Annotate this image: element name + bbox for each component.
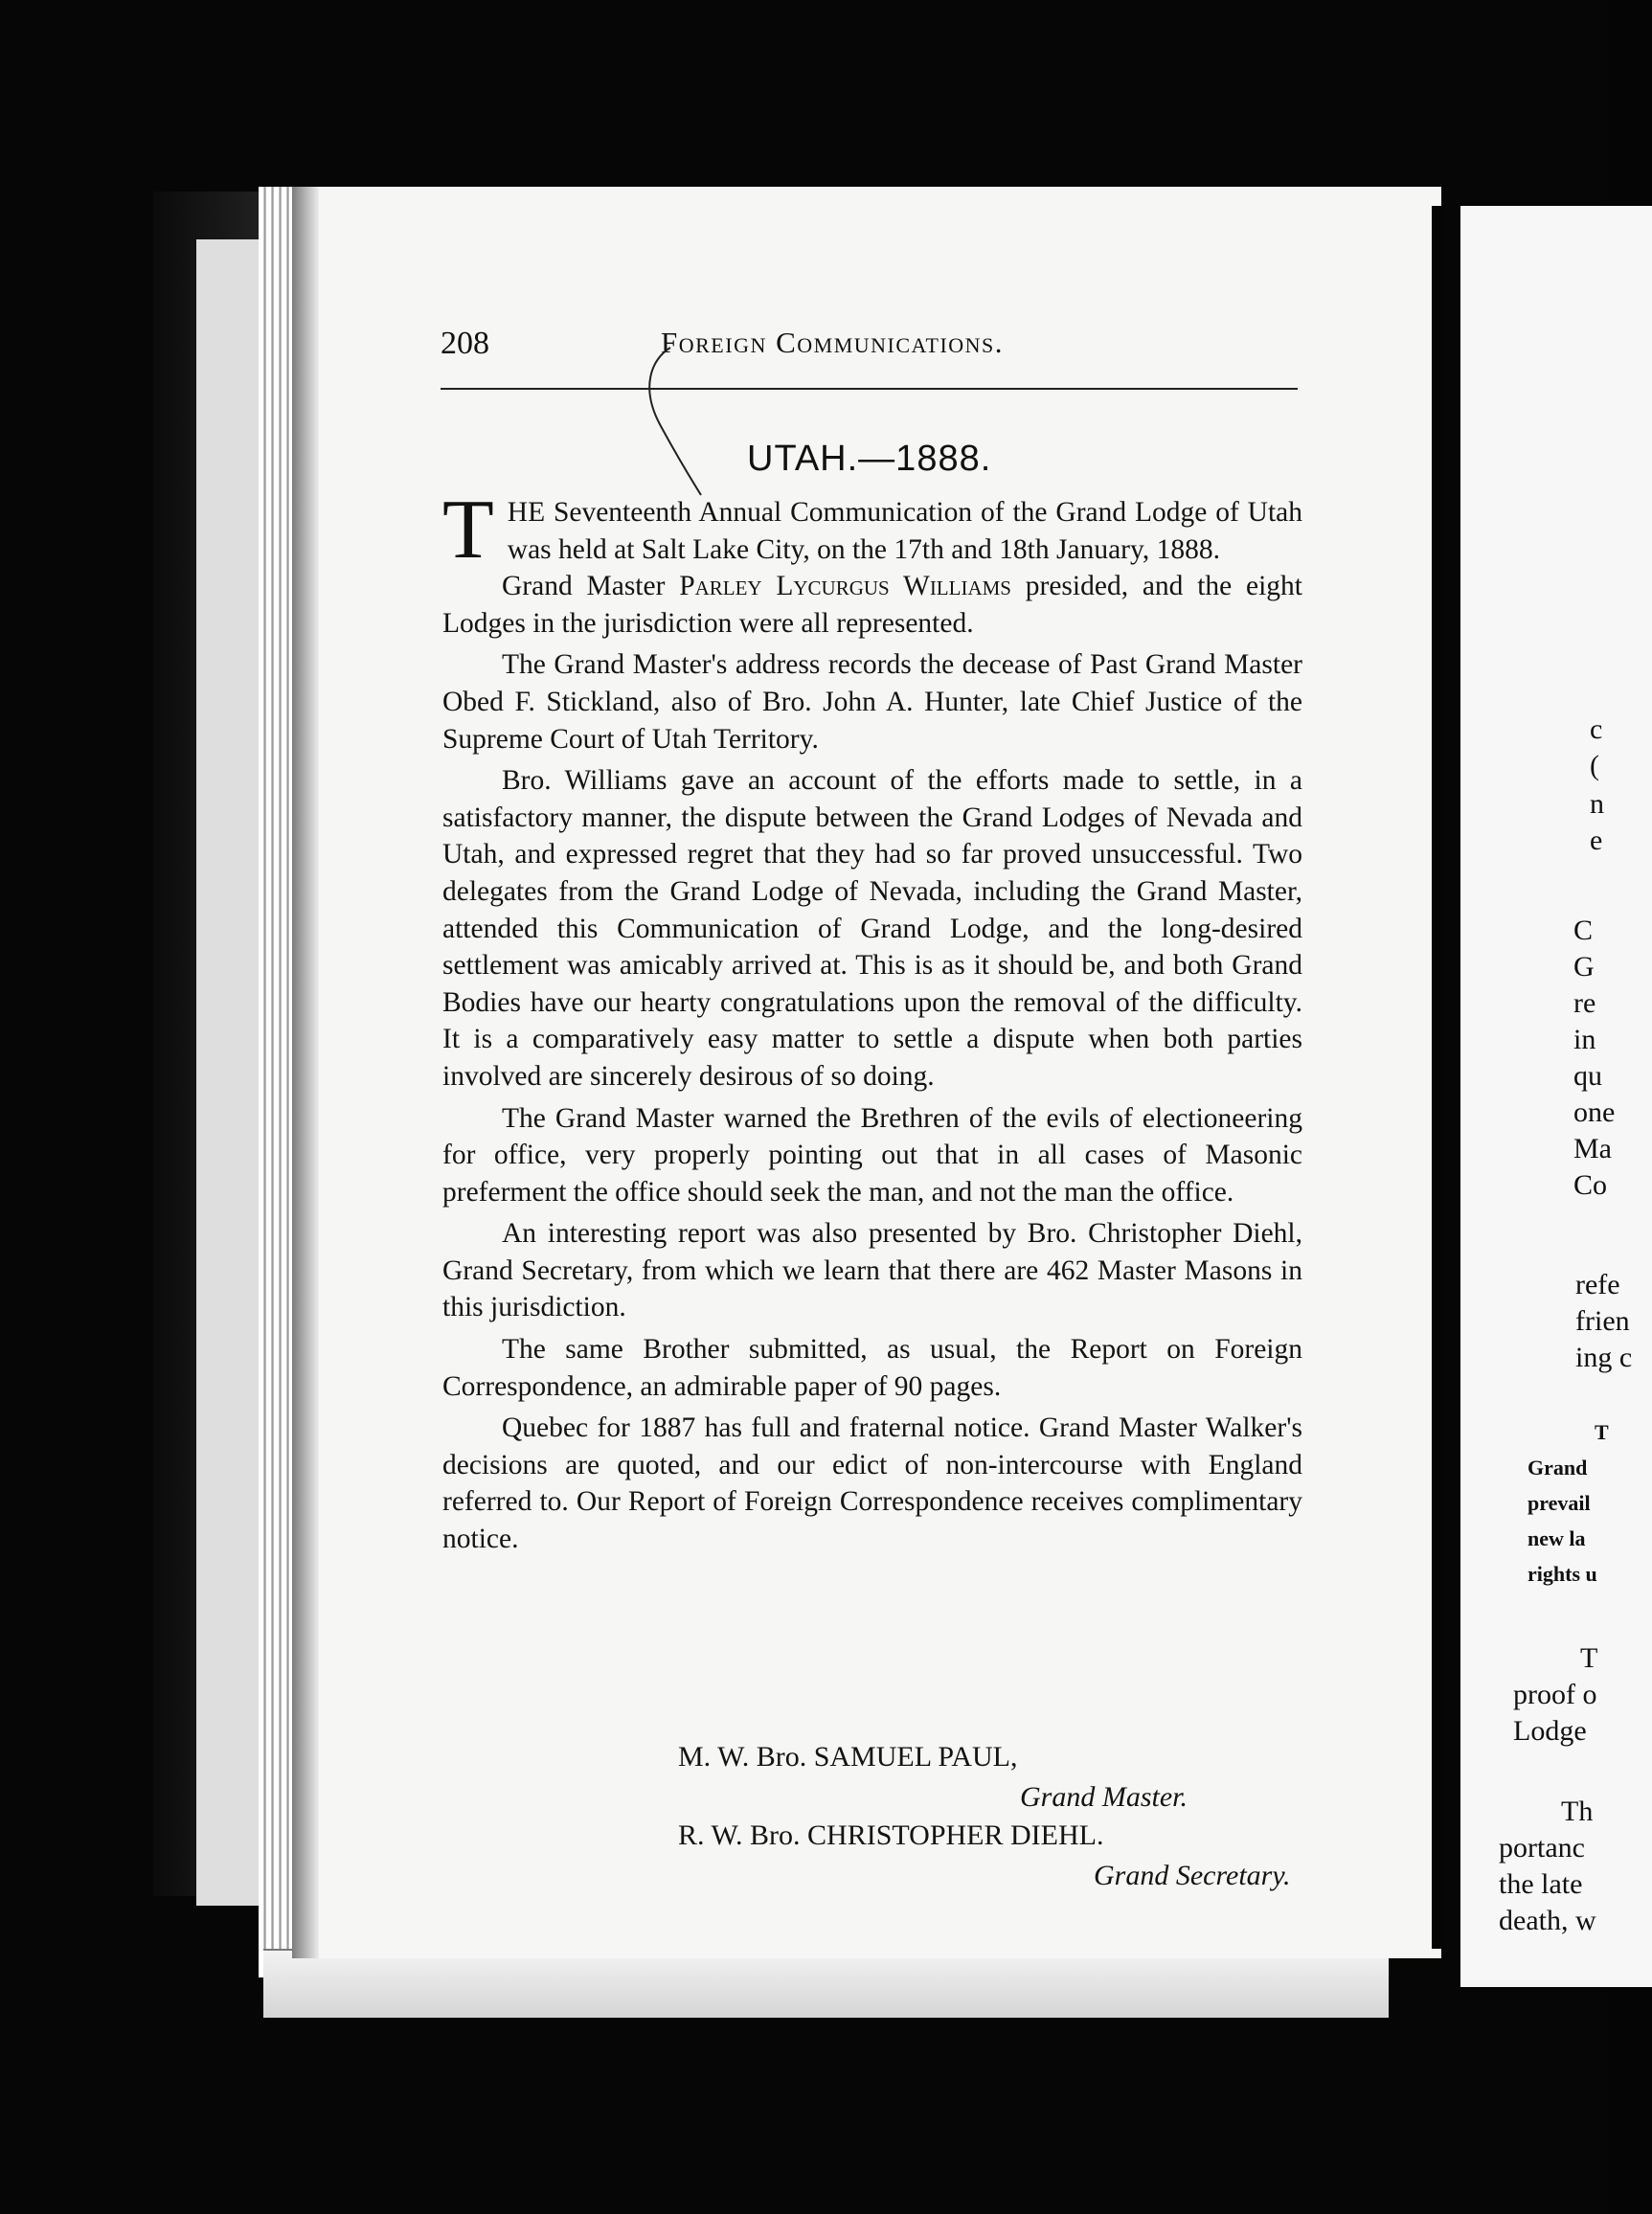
paragraph: Bro. Williams gave an account of the efforts made to settle, in a satisfactory manner, the dispute between the Grand Lodges of Nevada and Utah, and expressed regret that they had so far proved unsuccessful. Two delegates from the Grand Lodge of Nevada, including the Grand Master, attended this Communication of Grand Lodge, and the long-desired settlement was amicably arrived at. This is as it should be, and both Grand Bodies have our hearty congratulations upon the removal of the difficulty. It is a comparatively easy matter to settle a dispute when both parties involved are sincerely desirous of so doing. [442,765,1302,1092]
page-number: 208 [441,326,489,361]
paragraph: The same Brother submitted, as usual, the Report on Foreign Correspondence, an admirable paper of 90 pages. [442,1334,1302,1402]
running-title: Foreign Communications. [661,326,1005,359]
facing-fragment: T [1595,1420,1609,1444]
facing-fragment: G [1573,951,1595,983]
facing-fragment: Th [1561,1796,1594,1827]
facing-fragment: Lodge [1513,1715,1587,1747]
facing-fragment: ( [1590,750,1599,781]
facing-fragment: n [1590,788,1604,820]
gutter-shadow [292,187,319,1958]
pen-stroke-mark [613,330,728,522]
drop-cap: T [442,484,494,576]
paragraph-text: HE Seventeenth Annual Communication of the Grand Lodge of Utah was held at Salt Lake City, on the 17th and 18th January, 1888. [507,497,1302,565]
paragraph: Quebec for 1887 has full and fraternal notice. Grand Master Walker's decisions are quoted, and our edict of non-intercourse with England referred to. Our Report of Foreign Correspondence receives complimentary notice. [442,1412,1302,1555]
facing-fragment: e [1590,825,1603,856]
signature-grand-master-title: Grand Master. [1020,1781,1188,1813]
facing-fragment: portanc [1499,1832,1585,1864]
paragraph: The Grand Master warned the Brethren of the evils of electioneering for office, very properly pointing out that in all cases of Masonic preferment the office should seek the man, and not the man the office. [442,1102,1302,1208]
facing-fragment: ing c [1575,1342,1633,1373]
facing-fragment: death, w [1499,1905,1596,1936]
signature-grand-secretary-title: Grand Secretary. [1094,1860,1291,1891]
facing-fragment: refe [1575,1269,1620,1300]
paragraph-text: presided, and the eight Lodges in the jurisdiction were all represented. [442,571,1303,639]
facing-fragment: prevail [1528,1491,1591,1515]
paragraph [442,568,1302,642]
facing-fragment: new la [1528,1526,1586,1550]
facing-fragment: frien [1575,1305,1630,1337]
facing-fragment: Ma [1573,1133,1612,1164]
paragraph: The Grand Master's address records the decease of Past Grand Master Obed F. Stickland, also of Bro. John A. Hunter, late Chief Justice of the Supreme Court of Utah Territory. [442,649,1302,755]
paragraph: An interesting report was also presented by Bro. Christopher Diehl, Grand Secretary, from which we learn that there are 462 Master Masons in this jurisdiction. [442,1218,1302,1323]
facing-page [1460,206,1652,1987]
paragraph-text: Grand Master [502,571,680,602]
facing-fragment: re [1573,987,1596,1019]
grand-master-name: Parley Lycurgus Williams [679,571,1011,602]
section-title: UTAH.—1888. [747,439,992,479]
facing-fragment: c [1590,713,1603,745]
facing-fragment: in [1573,1024,1596,1055]
running-head [441,326,1302,364]
page-bottom-edge [263,1949,1389,2018]
paragraph-opening [442,484,1302,576]
facing-fragment: Co [1573,1169,1608,1201]
header-rule [441,388,1298,390]
facing-fragment: Grand [1528,1456,1588,1480]
facing-fragment: proof o [1513,1679,1597,1710]
facing-fragment: T [1580,1642,1598,1674]
signature-grand-master-name: M. W. Bro. SAMUEL PAUL, [678,1741,1018,1773]
article-body [442,484,1303,1558]
binding-gap [1432,206,1445,1949]
signature-grand-secretary-name: R. W. Bro. CHRISTOPHER DIEHL. [678,1819,1104,1851]
facing-fragment: the late [1499,1868,1583,1900]
facing-fragment: one [1573,1096,1616,1128]
facing-fragment: qu [1573,1060,1602,1092]
facing-fragment: rights u [1528,1562,1597,1586]
facing-fragment: C [1573,915,1594,946]
